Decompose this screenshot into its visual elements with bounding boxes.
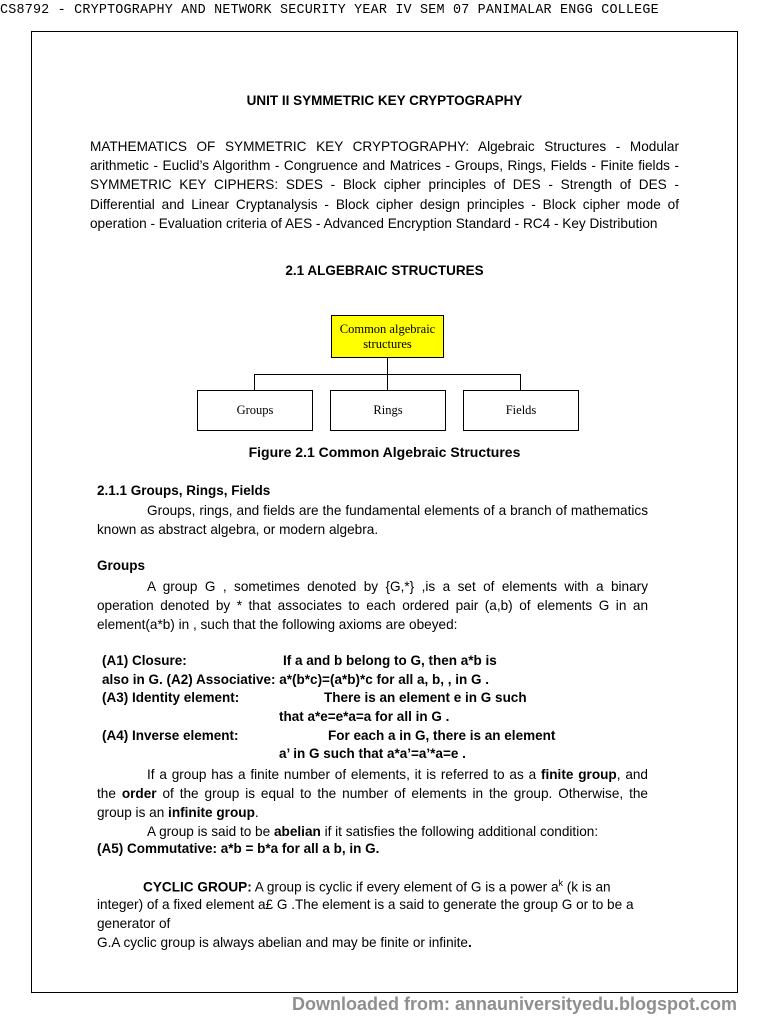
- cyclic-group-line-4: G.A cyclic group is always abelian and may be finite or infinite.: [97, 935, 472, 950]
- axiom-a1-text: If a and b belong to G, then a*b is: [283, 653, 497, 668]
- term-infinite-group: infinite group: [168, 805, 255, 821]
- diagram-connector: [387, 374, 388, 390]
- term-order: order: [121, 786, 157, 802]
- axiom-a2-line: also in G. (A2) Associative: a*(b*c)=(a*b)*c for all a, b, , in G .: [102, 672, 489, 687]
- page-header: CS8792 - CRYPTOGRAPHY AND NETWORK SECURITY YEAR IV SEM 07 PANIMALAR ENGG COLLEGE: [0, 3, 659, 18]
- intro-paragraph: Groups, rings, and fields are the fundamental elements of a branch of mathematics known as abstract algebra, or modern algebra.: [97, 503, 648, 538]
- diagram-box-rings: Rings: [330, 390, 446, 431]
- figure-caption: Figure 2.1 Common Algebraic Structures: [248, 444, 521, 460]
- subsection-title: 2.1.1 Groups, Rings, Fields: [97, 483, 271, 498]
- groups-definition: A group G , sometimes denoted by {G,*} ,is a set of elements with a binary operation denoted by * that associates to each ordered pair (a,b) of elements G in an element(a*b) in , such that the following axioms are obeyed:: [97, 579, 648, 633]
- syllabus-text: MATHEMATICS OF SYMMETRIC KEY CRYPTOGRAPHY: Algebraic Structures - Modular arithmetic - Euclid’s Algorithm - Congruence and Matrices - Groups, Rings, Fields - Finite fields - SYMMETRIC KEY CIPHERS: SDES - Block cipher principles of DES - Strength of DES - Differential and Linear Cryptanalysis - Block cipher design principles - Block cipher mode of operation - Evaluation criteria of AES - Advanced Encryption Standard - RC4 - Key Distribution: [90, 139, 679, 231]
- diagram-box-groups: Groups: [197, 390, 313, 431]
- axiom-a5: (A5) Commutative: a*b = b*a for all a b, in G.: [97, 841, 380, 856]
- abelian-paragraph: A group is said to be abelian if it satisfies the following additional condition:: [147, 824, 599, 839]
- axiom-a4-text: For each a in G, there is an element: [328, 728, 556, 743]
- download-footer: Downloaded from: annauniversityedu.blogspot.com: [292, 994, 738, 1014]
- finite-group-paragraph: If a group has a finite number of elements, it is referred to as a finite group, and the order of the group is equal to the number of elements in the group. Otherwise, the group is an infinite group.: [97, 767, 648, 821]
- diagram-root-box: Common algebraic structures: [331, 315, 444, 358]
- unit-title: UNIT II SYMMETRIC KEY CRYPTOGRAPHY: [246, 93, 523, 108]
- term-abelian: abelian: [273, 824, 321, 839]
- diagram-connector: [387, 358, 388, 375]
- axiom-a1-label: (A1) Closure:: [102, 653, 187, 668]
- term-cyclic-group: CYCLIC GROUP:: [143, 879, 252, 895]
- axiom-a3-continuation: that a*e=e*a=a for all in G .: [279, 709, 450, 724]
- cyclic-group-line-3: generator of: [97, 916, 171, 931]
- axiom-a3-label: (A3) Identity element:: [102, 690, 240, 705]
- groups-heading: Groups: [97, 558, 146, 573]
- axiom-a3-text: There is an element e in G such: [324, 690, 527, 705]
- axiom-a4-continuation: a’ in G such that a*a’=a’*a=e .: [279, 746, 466, 761]
- cyclic-group-line-2: integer) of a fixed element a£ G .The element is a said to generate the group G or to be a: [97, 897, 634, 912]
- cyclic-group-line-1: CYCLIC GROUP: A group is cyclic if every element of G is a power $a^k$ (k is an: [143, 878, 611, 895]
- diagram-connector: [520, 374, 521, 390]
- diagram-box-fields: Fields: [463, 390, 579, 431]
- term-finite-group: finite group: [540, 767, 617, 782]
- section-title: 2.1 ALGEBRAIC STRUCTURES: [285, 263, 484, 278]
- diagram-connector: [254, 374, 255, 390]
- axiom-a4-label: (A4) Inverse element:: [102, 728, 239, 743]
